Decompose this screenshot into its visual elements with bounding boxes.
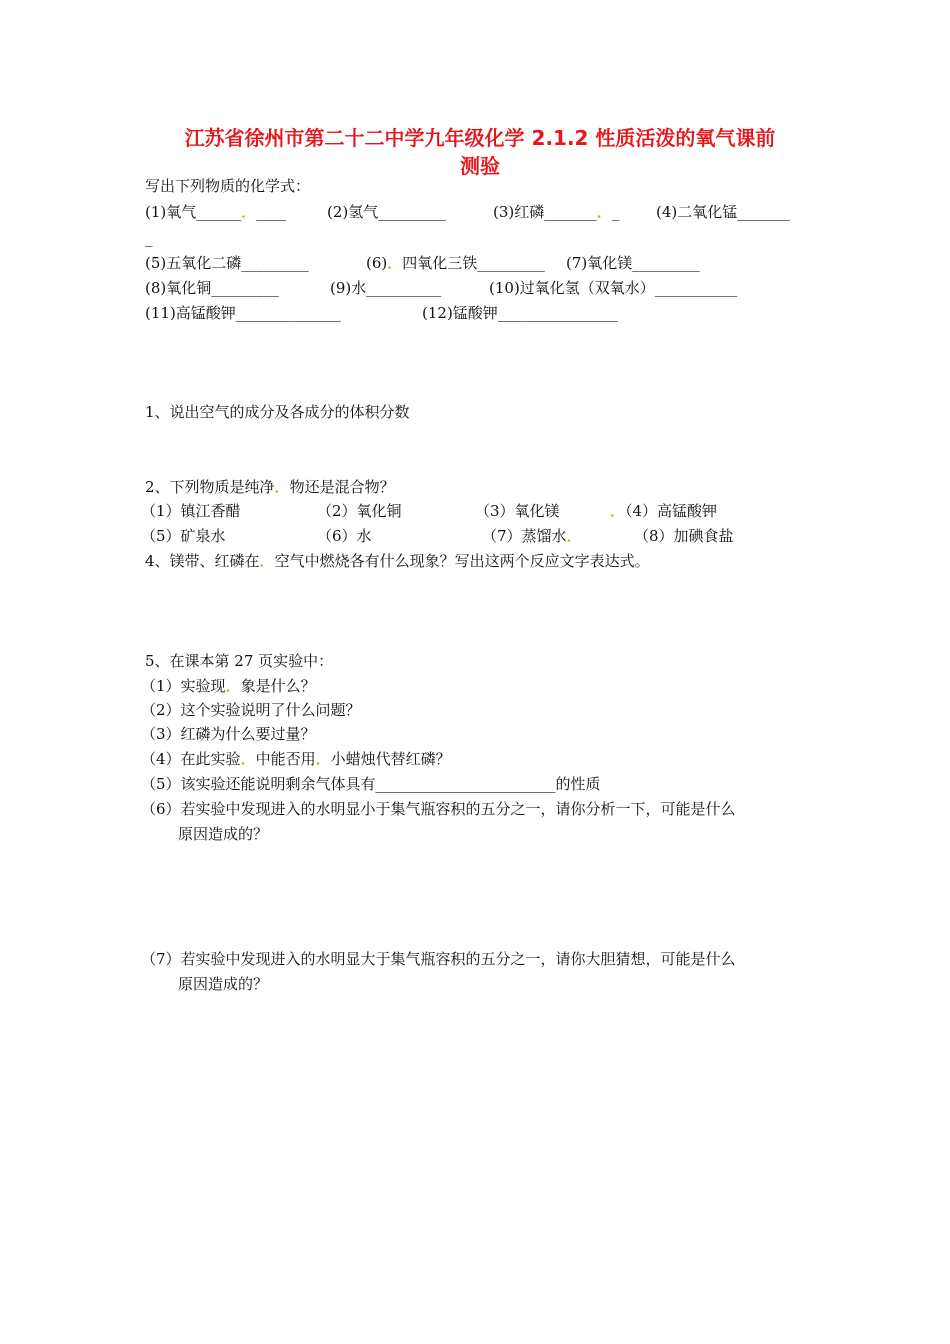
q2-item-4: ．（4）高锰酸钾 — [610, 502, 718, 520]
q5-item-5: （5）该实验还能说明剩余气体具有________________________的性质 — [141, 775, 601, 793]
q2-item-5: （5）矿泉水 — [141, 527, 226, 545]
stray-dot-mark: ． — [259, 552, 275, 570]
formula-item-red-phosphorus: (3)红磷_______．_ — [493, 203, 620, 221]
q2-item-7: （7）蒸馏水． — [482, 527, 582, 545]
question-4: 4、镁带、红磷在．空气中燃烧各有什么现象？写出这两个反应文字表达式。 — [145, 552, 650, 570]
formula-item-magnesium-oxide: (7)氧化镁_________ — [566, 254, 700, 272]
q5-item-4: （4）在此实验．中能否用．小蜡烛代替红磷？ — [141, 750, 451, 768]
title-line-2: 测验 — [460, 154, 500, 178]
formula-row-3 — [145, 278, 825, 298]
q2-item-3: （3）氧化镁 — [475, 502, 560, 520]
title-line-1: 江苏省徐州市第二十二中学九年级化学 2.1.2 性质活泼的氧气课前 — [184, 126, 776, 150]
formula-item-copper-oxide: (8)氧化铜_________ — [145, 279, 279, 297]
q5-item-2: （2）这个实验说明了什么问题？ — [141, 701, 361, 719]
formula-item-phosphorus-pentoxide: (5)五氧化二磷_________ — [145, 254, 309, 272]
formula-item-potassium-permanganate: (11)高锰酸钾______________ — [145, 304, 341, 322]
q5-item-1: （1）实验现．象是什么？ — [141, 677, 316, 695]
formula-item-hydrogen: (2)氢气_________ — [327, 203, 446, 221]
q5-item-7: （7）若实验中发现进入的水明显大于集气瓶容积的五分之一，请你大胆猜想，可能是什么 — [141, 950, 736, 968]
stray-dot-mark: ． — [274, 478, 290, 496]
q2-item-6: （6）水 — [317, 527, 372, 545]
q2-item-8: （8）加碘食盐 — [634, 527, 734, 545]
stray-dot-mark: ． — [241, 203, 257, 221]
formula-intro: 写出下列物质的化学式： — [145, 177, 311, 195]
q5-item-6-continuation: 原因造成的？ — [178, 825, 269, 843]
q2-row-2 — [141, 526, 825, 546]
q5-item-6: （6）若实验中发现进入的水明显小于集气瓶容积的五分之一，请你分析一下，可能是什么 — [141, 800, 736, 818]
formula-row-1 — [145, 202, 825, 222]
formula-item-iron-oxide: (6)．四氧化三铁_________ — [366, 254, 545, 272]
formula-item-oxygen: (1)氧气______．____ — [145, 203, 287, 221]
question-2: 2、下列物质是纯净．物还是混合物？ — [145, 478, 395, 496]
stray-dot-mark: ． — [240, 750, 256, 768]
formula-item-potassium-manganate: (12)锰酸钾________________ — [422, 304, 618, 322]
q5-item-7-continuation: 原因造成的？ — [178, 975, 269, 993]
stray-dot-mark: ． — [566, 527, 582, 545]
stray-dot-mark: ． — [225, 677, 241, 695]
q2-item-1: （1）镇江香醋 — [141, 502, 241, 520]
stray-dot-mark: ． — [610, 502, 626, 520]
formula-item-manganese-dioxide: (4)二氧化锰_______ — [656, 203, 790, 221]
question-1: 1、说出空气的成分及各成分的体积分数 — [145, 403, 410, 421]
stray-dot-mark: ． — [387, 254, 403, 272]
formula-item-water: (9)水__________ — [330, 279, 442, 297]
q5-item-3: （3）红磷为什么要过量？ — [141, 725, 316, 743]
formula-row-2 — [145, 253, 825, 273]
question-5: 5、在课本第 27 页实验中： — [145, 652, 334, 670]
formula-row-1-tail: _ — [145, 229, 153, 247]
stray-dot-mark: ． — [315, 750, 331, 768]
q2-row-1 — [141, 501, 825, 521]
stray-dot-mark: ． — [596, 203, 612, 221]
formula-item-hydrogen-peroxide: (10)过氧化氢（双氧水）___________ — [489, 279, 738, 297]
q2-item-2: （2）氧化铜 — [317, 502, 402, 520]
formula-row-4 — [145, 303, 825, 323]
document-title — [140, 124, 820, 180]
